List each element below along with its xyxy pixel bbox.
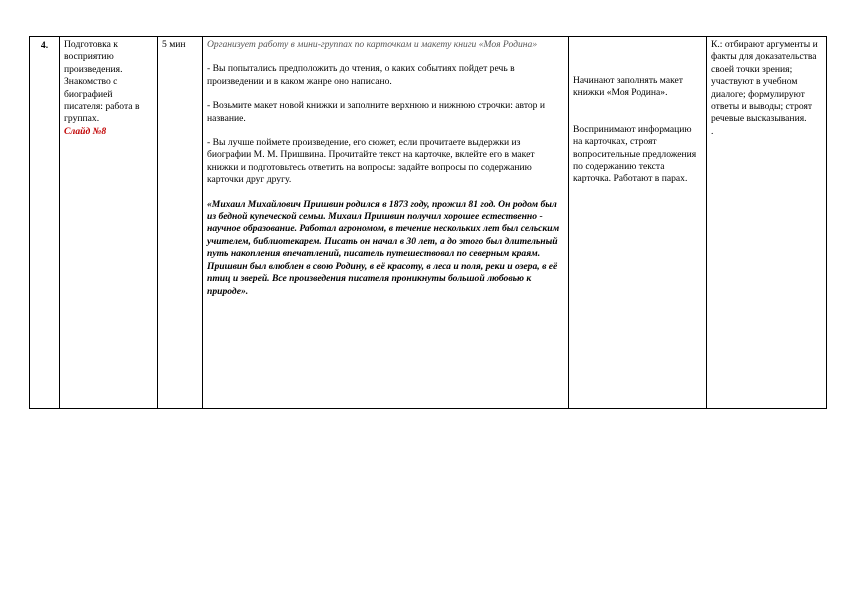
stage-number: 4. — [40, 40, 49, 51]
uud-cell — [707, 37, 827, 409]
student-activity-cell — [569, 37, 707, 409]
lesson-plan-table — [29, 36, 827, 409]
uud-text: К.: отбирают аргументы и факты для доказательства своей точки зрения; участвуют в учебном диалоге; формулируют ответы и выводы; строят речевые высказывания. — [711, 39, 818, 125]
biography-quote: «Михаил Михайлович Пришвин родился в 1873 году, прожил 81 год. Он родом был из бедной купеческой семьи. Михаил Пришвин получил хорошее естественно - научное образование. Работал агрономом, в течение нескольких лет был сельским учителем, библиотекарем. Писать он начал в 30 лет, а до этого был длительный путь накопления впечатлений, писатель путешествовал по северным краям. Пришвин был влюблен в свою Родину, в её красоту, в леса и поля, реки и озера, в её птиц и зверей. Все произведения писателя проникнуты большой любовью к природе». — [207, 198, 560, 297]
student-paragraph-2: Воспринимают информацию на карточках, строят вопросительные предложения по содержанию текста карточка. Работают в парах. — [573, 123, 697, 185]
time-cell — [158, 37, 203, 409]
stage-number-cell — [30, 37, 60, 409]
uud-trailing-mark: . — [711, 125, 714, 137]
teacher-paragraph-2: - Возьмите макет новой книжки и заполните верхнюю и нижнюю строчки: автор и название. — [207, 100, 546, 124]
stage-title: Подготовка к восприятию произведения. Знакомство с биографией писателя: работа в группах. — [64, 39, 140, 125]
teacher-paragraph-3: - Вы лучше поймете произведение, его сюжет, если прочитаете выдержки из биографии М. М. Пришвина. Прочитайте текст на карточке, вклейте его в макет книжки и подготовьтесь ответить на вопросы: задайте вопросы по содержанию карточки друг другу. — [207, 137, 535, 186]
table-row — [30, 37, 827, 409]
teacher-paragraph-1: - Вы попытались предположить до чтения, о каких событиях пойдет речь в произведении и в каком жанре оно написано. — [207, 63, 515, 87]
teacher-activity-cell — [203, 37, 569, 409]
student-paragraph-1: Начинают заполнять макет книжки «Моя Родина». — [573, 75, 683, 99]
stage-name-cell — [60, 37, 158, 409]
slide-reference: Слайд №8 — [64, 125, 107, 137]
teacher-intro: Организует работу в мини-группах по карточкам и макету книги «Моя Родина» — [207, 39, 538, 50]
stage-duration: 5 мин — [162, 39, 186, 50]
